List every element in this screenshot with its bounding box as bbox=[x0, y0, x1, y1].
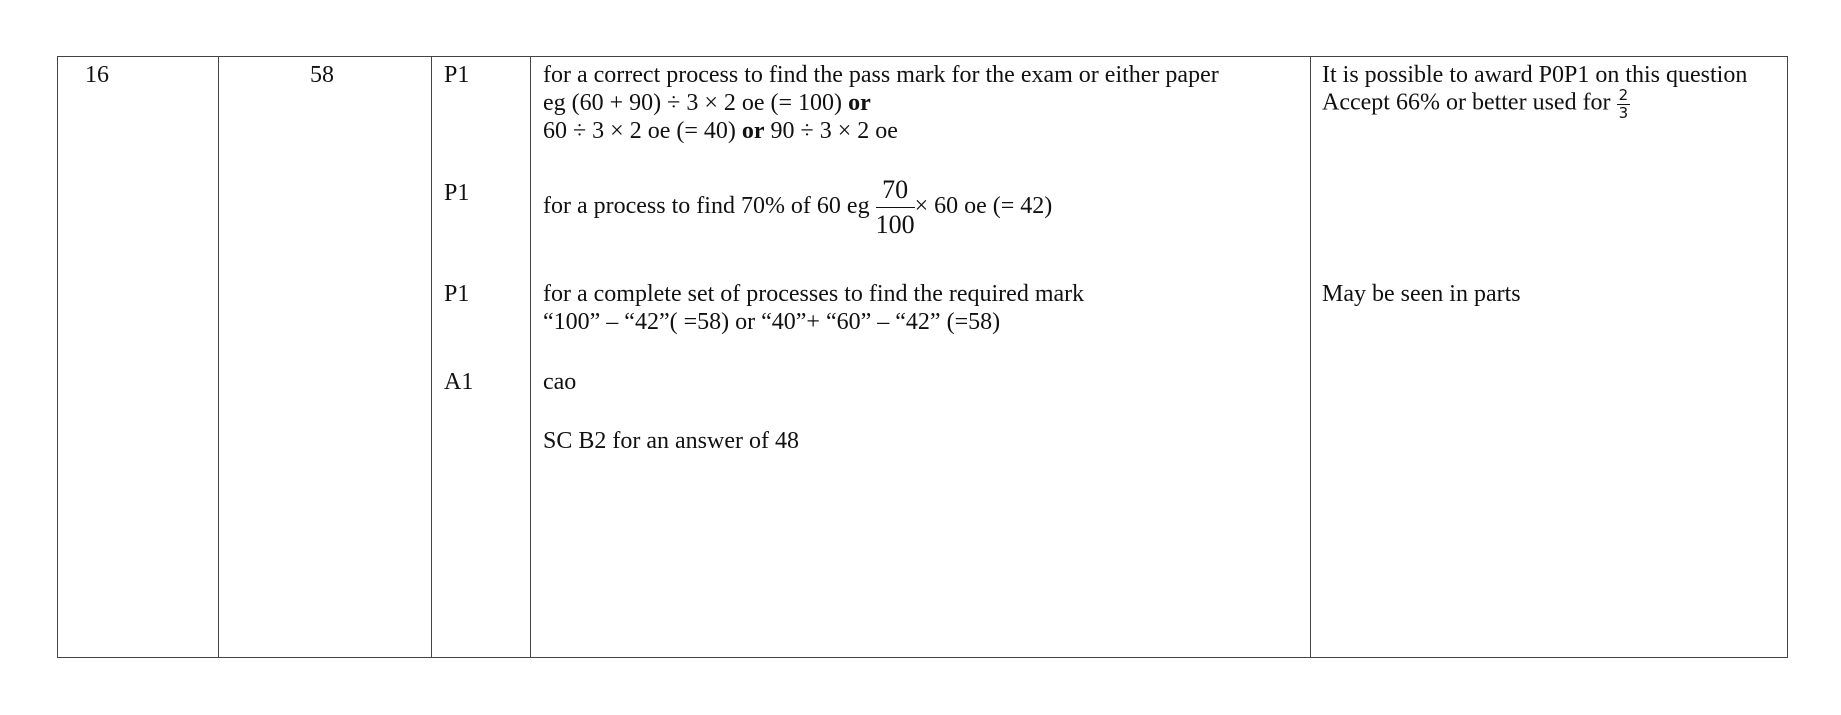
guidance-line: for a correct process to find the pass mark for the exam or either paper bbox=[543, 62, 1219, 88]
fraction-70-over-100: $\frac{70}{100}$ bbox=[875, 175, 915, 239]
question-number: 16 bbox=[85, 62, 109, 88]
guidance-line: “100” – “42”( =58) or “40”+ “60” – “42” (=58) bbox=[543, 309, 1001, 335]
fraction-two-thirds: $\frac{2}{3}$ bbox=[1618, 86, 1629, 122]
column-divider bbox=[431, 57, 432, 657]
column-divider bbox=[218, 57, 219, 657]
guidance-p1-percentage: for a process to find 70% of 60 eg $\frac{70}{100}$ × 60 oe (= 42) bbox=[543, 175, 1053, 239]
guidance-p1-complete bbox=[543, 280, 1084, 336]
guidance-line: eg (60 + 90) ÷ 3 × 2 oe (= 100) or bbox=[543, 90, 871, 116]
guidance-a1: cao bbox=[543, 369, 577, 395]
mark-code: A1 bbox=[444, 369, 474, 395]
guidance-line: 60 ÷ 3 × 2 oe (= 40) or 90 ÷ 3 × 2 oe bbox=[543, 118, 898, 144]
mark-scheme-table bbox=[57, 56, 1788, 658]
note-award: It is possible to award P0P1 on this question bbox=[1322, 62, 1748, 88]
mark-code: P1 bbox=[444, 62, 470, 88]
note-accept: Accept 66% or better used for $\frac{2}{3}$ bbox=[1322, 86, 1629, 122]
mark-code: P1 bbox=[444, 180, 470, 206]
column-divider bbox=[1310, 57, 1311, 657]
note-parts: May be seen in parts bbox=[1322, 281, 1521, 307]
special-case-note: SC B2 for an answer of 48 bbox=[543, 428, 799, 454]
mark-code: P1 bbox=[444, 281, 470, 307]
guidance-p1-process bbox=[543, 61, 1219, 145]
answer-value: 58 bbox=[310, 62, 334, 88]
column-divider bbox=[530, 57, 531, 657]
guidance-line: for a complete set of processes to find the required mark bbox=[543, 281, 1085, 307]
